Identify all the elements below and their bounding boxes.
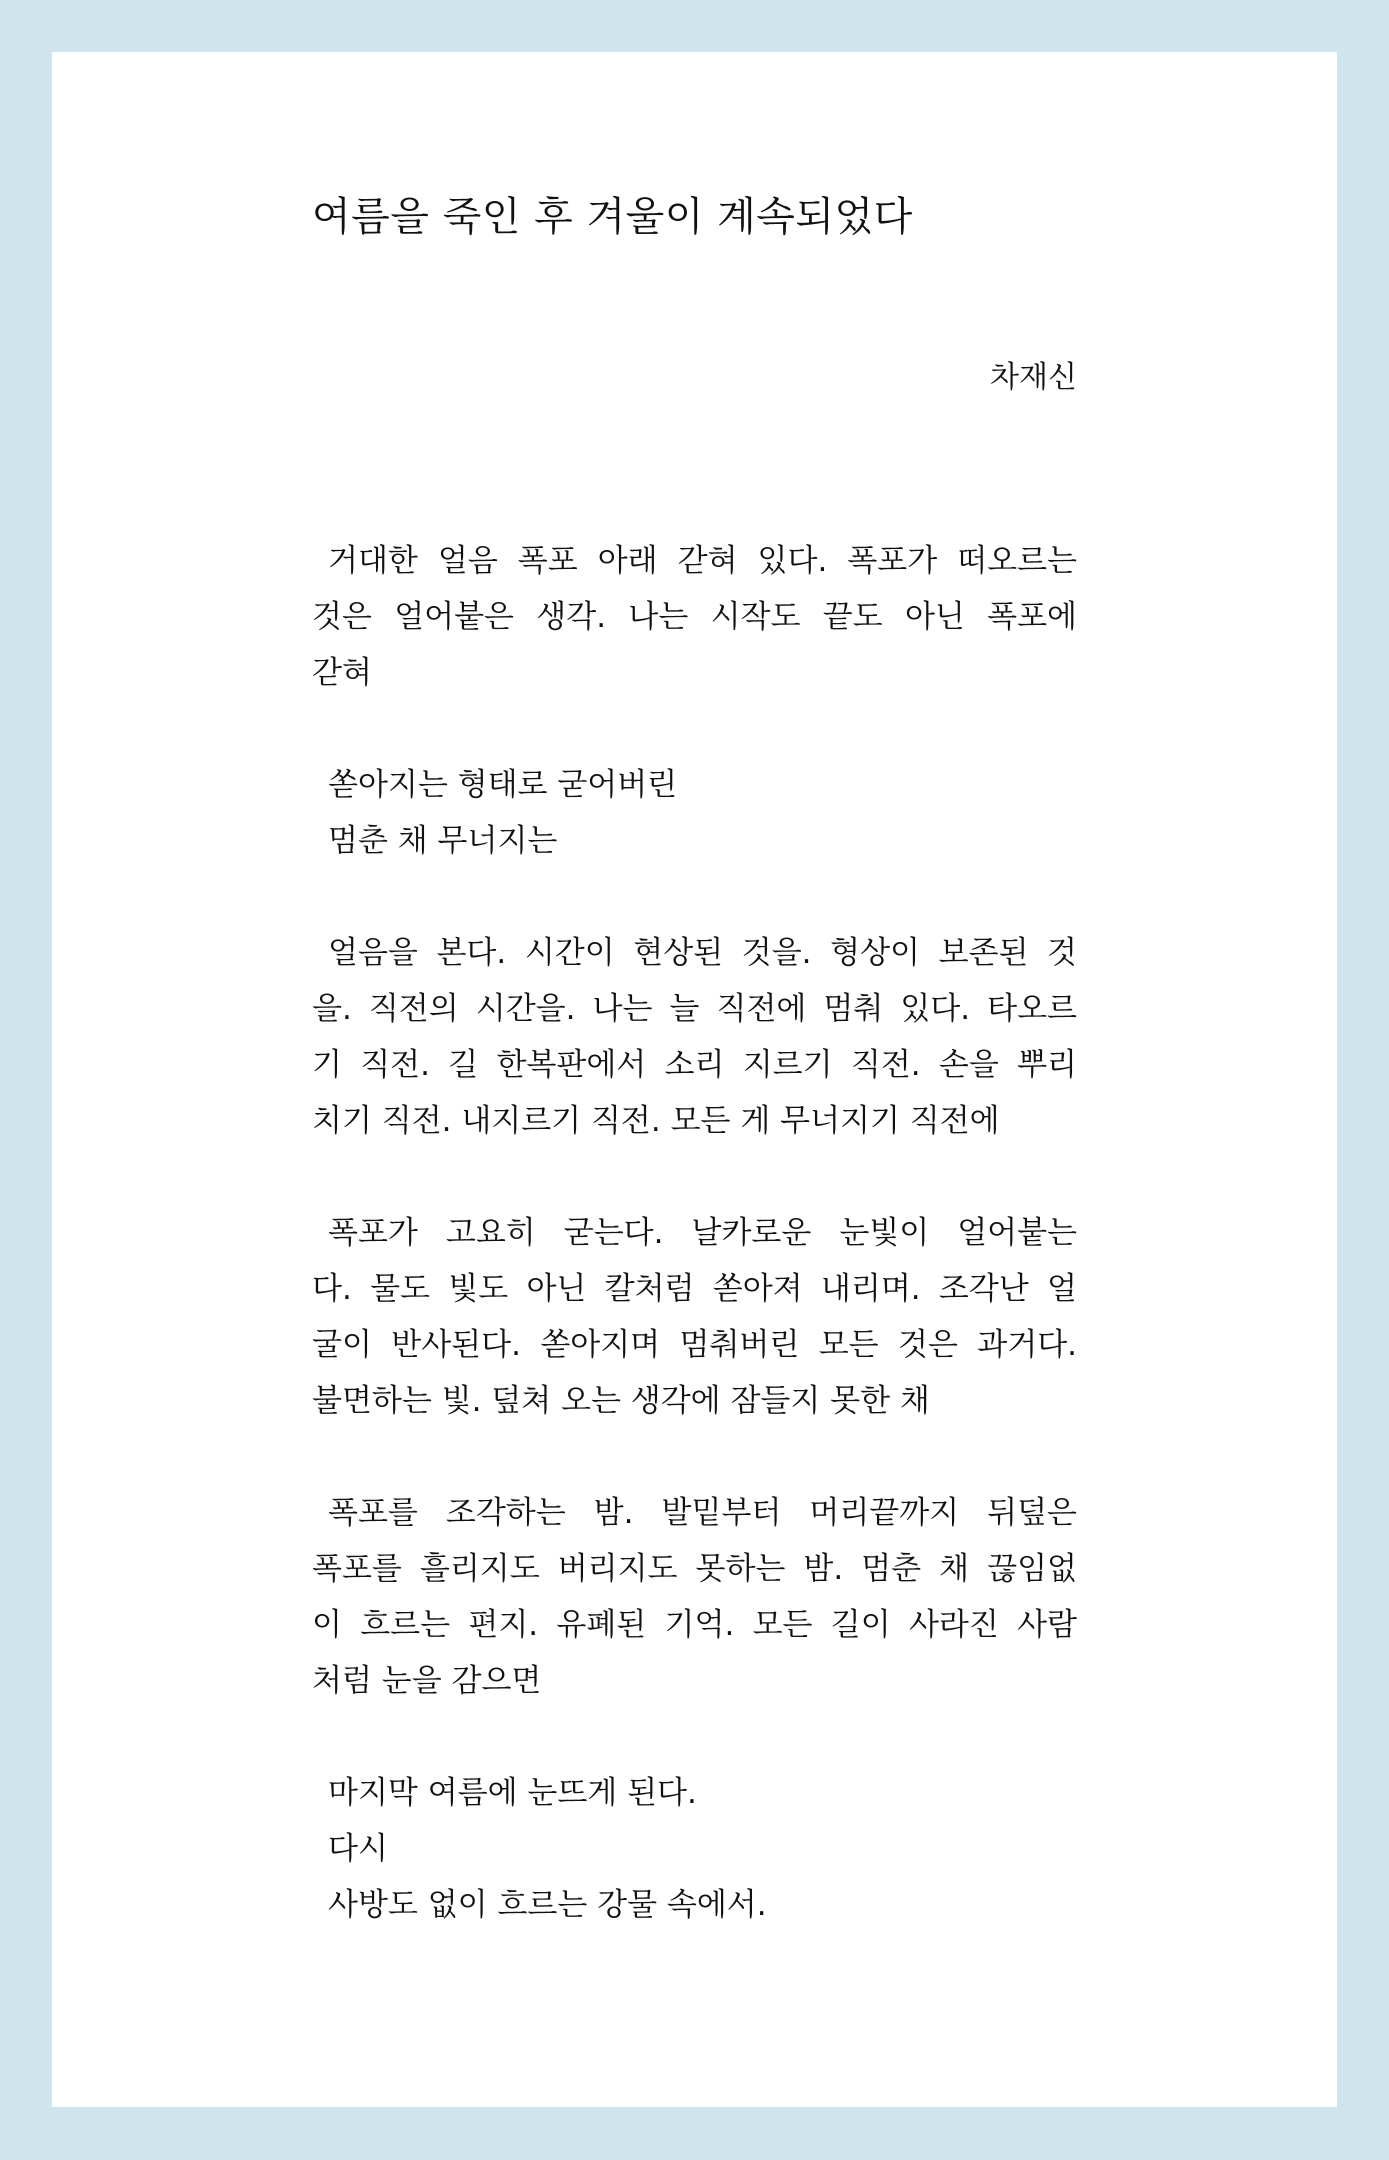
text-line: 기 직전. 길 한복판에서 소리 지르기 직전. 손을 뿌리 <box>312 1047 1077 1083</box>
prose-paragraph-1 <box>312 533 1077 701</box>
verse-stanza-2 <box>312 1765 1077 1933</box>
prose-paragraph-2 <box>312 925 1077 1149</box>
text-line: 폭포가 고요히 굳는다. 날카로운 눈빛이 얼어붙는 <box>328 1215 1077 1251</box>
text-line: 폭포를 조각하는 밤. 발밑부터 머리끝까지 뒤덮은 <box>328 1495 1077 1531</box>
poem-title: 여름을 죽인 후 겨울이 계속되었다 <box>312 194 913 240</box>
text-line: 것은 얼어붙은 생각. 나는 시작도 끝도 아닌 폭포에 <box>312 599 1077 635</box>
poem-author: 차재신 <box>990 360 1077 395</box>
text-line: 폭포를 흘리지도 버리지도 못하는 밤. 멈춘 채 끊임없 <box>312 1551 1077 1587</box>
text-line: 이 흐르는 편지. 유폐된 기억. 모든 길이 사라진 사람 <box>312 1607 1077 1643</box>
text-line: 굴이 반사된다. 쏟아지며 멈춰버린 모든 것은 과거다. <box>312 1327 1077 1363</box>
verse-line: 쏟아지는 형태로 굳어버린 <box>328 767 678 803</box>
text-line: 을. 직전의 시간을. 나는 늘 직전에 멈춰 있다. 타오르 <box>312 991 1077 1027</box>
prose-paragraph-4 <box>312 1485 1077 1709</box>
document-page <box>52 52 1337 2107</box>
poem-body <box>312 533 1077 1989</box>
text-line: 거대한 얼음 폭포 아래 갇혀 있다. 폭포가 떠오르는 <box>328 543 1077 579</box>
verse-line: 다시 <box>328 1831 388 1867</box>
prose-paragraph-3 <box>312 1205 1077 1429</box>
text-line: 불면하는 빛. 덮쳐 오는 생각에 잠들지 못한 채 <box>312 1383 930 1419</box>
text-line: 얼음을 본다. 시간이 현상된 것을. 형상이 보존된 것 <box>328 935 1077 971</box>
text-line: 갇혀 <box>312 655 372 691</box>
verse-line: 멈춘 채 무너지는 <box>328 823 558 859</box>
text-line: 처럼 눈을 감으면 <box>312 1663 542 1699</box>
verse-line: 마지막 여름에 눈뜨게 된다. <box>328 1775 697 1811</box>
verse-stanza-1 <box>312 757 1077 869</box>
verse-line: 사방도 없이 흐르는 강물 속에서. <box>328 1887 767 1923</box>
text-line: 치기 직전. 내지르기 직전. 모든 게 무너지기 직전에 <box>312 1103 1000 1139</box>
text-line: 다. 물도 빛도 아닌 칼처럼 쏟아져 내리며. 조각난 얼 <box>312 1271 1077 1307</box>
